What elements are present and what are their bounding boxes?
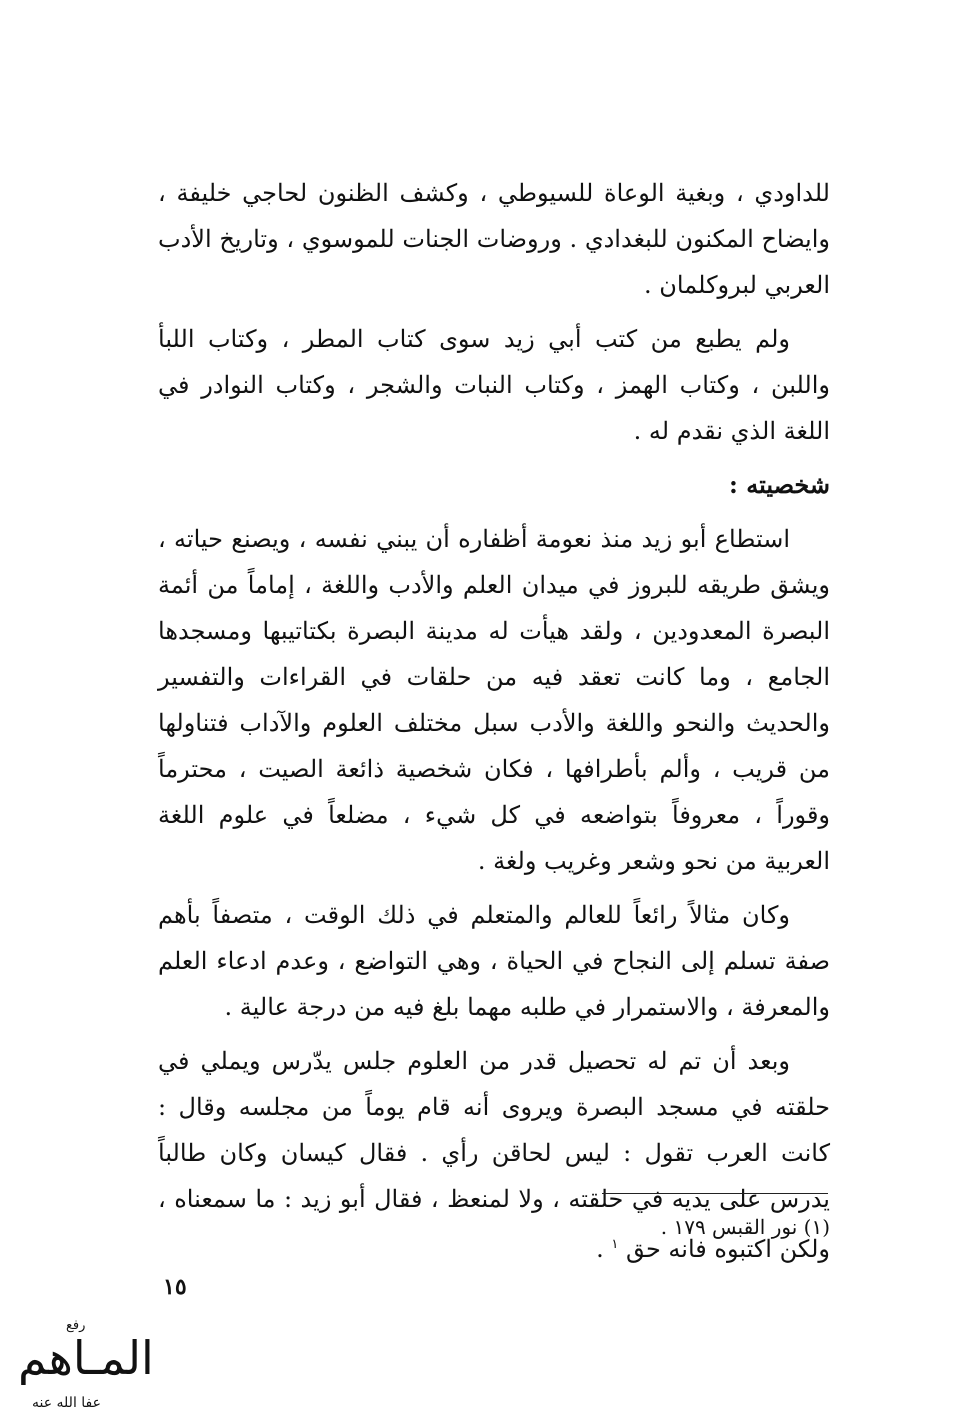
paragraph-3: استطاع أبو زيد منذ نعومة أظفاره أن يبني نفسه ، ويصنع حياته ، ويشق طريقه للبروز في ميدان العلم والأدب واللغة ، إماماً من أئمة البصرة المعدودين ، ولقد هيأت له مدينة البصرة بكتاتيبها ومسجدها الجامع ، وما كانت تعقد فيه من حلقات في القراءات والتفسير والحديث والنحو واللغة والأدب سبل مختلف العلوم والآداب فتناولها من قريب ، وألم بأطرافها ، فكان شخصية ذائعة الصيت ، محترماً وقوراً ، معروفاً بتواضعه في كل شيء ، مضلعاً في علوم اللغة العربية من نحو وشعر وغريب ولغة . (158, 525, 830, 875)
footnote-text: (١) نور القبس ١٧٩ . (660, 1215, 830, 1239)
publisher-logo (8, 1318, 154, 1418)
footnote-divider (602, 1193, 828, 1194)
paragraph-2: ولم يطبع من كتب أبي زيد سوى كتاب المطر ، وكتاب اللبأ واللبن ، وكتاب الهمز ، وكتاب النبات والشجر ، وكتاب النوادر في اللغة الذي نقدم له . (158, 325, 830, 445)
paragraph-4: وكان مثالاً رائعاً للعالم والمتعلم في ذلك الوقت ، متصفاً بأهم صفة تسلم إلى النجاح في الحياة ، وهي التواضع ، وعدم ادعاء العلم والمعرفة ، والاستمرار في طلبه مهما بلغ فيه من درجة عالية . (158, 901, 830, 1021)
body-text-top (158, 170, 830, 454)
page-number: ١٥ (163, 1274, 187, 1300)
logo-main-text: المـاهم (18, 1331, 154, 1385)
paragraph-5-text: وبعد أن تم له تحصيل قدر من العلوم جلس يدّرس ويملي في حلقته في مسجد البصرة ويروى أنه قام يوماً من مجلسه وقال : كانت العرب تقول : ليس لحاقن رأي . فقال كيسان وكان طالباً يدرس على يديه في حلقته ، ولا لمنعظ ، فقال أبو زيد : ما سمعناه ، ولكن اكتبوه فانه حق (158, 1047, 830, 1263)
paragraph-5-end: . (596, 1235, 612, 1263)
section-heading: شخصيته : (729, 470, 830, 499)
logo-top-text: رفع (66, 1318, 86, 1333)
footnote-reference: ١ (611, 1237, 619, 1252)
body-text-bottom (158, 516, 830, 1272)
logo-sub-text: عفا الله عنه (32, 1395, 101, 1411)
paragraph-1: للداودي ، وبغية الوعاة للسيوطي ، وكشف الظنون لحاجي خليفة ، وايضاح المكنون للبغدادي . وروضات الجنات للموسوي ، وتاريخ الأدب العربي لبروكلمان . (158, 179, 830, 299)
